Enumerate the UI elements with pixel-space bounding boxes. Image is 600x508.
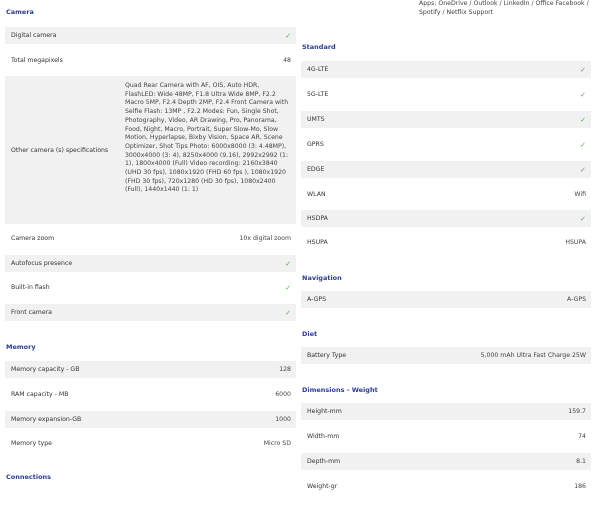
navigation-section-title: Navigation [302,274,342,282]
spec-row-wlan [301,186,591,203]
spec-value: Wifi [574,191,586,198]
spec-row-weight [301,478,591,495]
left-column [5,0,296,508]
spec-row-built-in-flash [5,279,296,296]
check-icon: ✓ [580,165,586,174]
dimensions-section-title: Dimensions - Weight [302,386,378,394]
spec-row-a-gps [301,291,591,308]
spec-row-memory-capacity [5,361,296,378]
spec-row-edge [301,161,591,178]
check-icon: ✓ [580,65,586,74]
spec-row-depth [301,453,591,470]
spec-row-width [301,428,591,445]
spec-row-other-camera-specs [5,76,296,224]
spec-label: Memory expansion-GB [11,416,82,423]
diet-section-title: Diet [302,330,318,338]
spec-value: 1000 [275,416,291,423]
spec-label: Weight-gr [307,483,338,490]
spec-row-gprs [301,136,591,153]
spec-label: Built-in flash [11,284,50,291]
spec-label: Memory type [11,440,52,447]
spec-value: HSUPA [565,239,586,246]
standard-section-title: Standard [302,43,336,51]
spec-row-ram-capacity [5,386,296,403]
spec-label: UMTS [307,116,325,123]
spec-label: Camera zoom [11,235,55,242]
check-icon: ✓ [580,140,586,149]
spec-value: 5,000 mAh Ultra Fast Charge 25W [480,352,586,359]
spec-label: Depth-mm [307,458,341,465]
spec-label: Width-mm [307,433,340,440]
spec-label: Front camera [11,309,52,316]
check-icon: ✓ [285,283,291,292]
spec-value: A-GPS [566,296,586,303]
spec-row-hsdpa [301,210,591,227]
spec-value: 48 [283,57,291,64]
spec-label: GPRS [307,141,324,148]
check-icon: ✓ [580,115,586,124]
spec-row-umts [301,111,591,128]
spec-label: Battery Type [307,352,347,359]
spec-label: 5G-LTE [307,91,329,98]
spec-value: 10x digital zoom [239,235,291,242]
spec-row-camera-zoom [5,230,296,247]
spec-value: 6000 [275,391,291,398]
spec-row-autofocus [5,255,296,272]
spec-value: 186 [574,483,586,490]
spec-label: Memory capacity - GB [11,366,80,373]
check-icon: ✓ [285,31,291,40]
spec-value: 8.1 [576,458,586,465]
spec-row-5g-lte [301,86,591,103]
memory-section-title: Memory [6,343,36,351]
spec-label: 4G-LTE [307,66,329,73]
spec-label: HSDPA [307,215,328,222]
spec-row-hsupa [301,234,591,251]
spec-label: Other camera (s) specifications [11,146,109,154]
spec-row-4g-lte [301,61,591,78]
right-column [301,0,591,508]
spec-value: 74 [578,433,586,440]
check-icon: ✓ [580,90,586,99]
spec-label: HSUPA [307,239,328,246]
check-icon: ✓ [580,214,586,223]
spec-label: Autofocus presence [11,260,73,267]
spec-value: Quad Rear Camera with AF, OIS, Auto HDR, FlashLED: Wide 48MP, F1.8 Ultra Wide 8MP, F2.2 Macro 5MP, F2.4 Depth 2MP, F2.4 Front Camera with Selfie Flash: 13MP , F2.2 Modes: Fun, Single Shot, Photography, Video, AR Drawing, Pro, Panorama, Food, Night, Macro, Portrait, Super Slow-Mo, Slow Motion, Hyperlapse, Bixby Vision, Space AR, Scene Optimizer, Shot Tips Photo: 6000x8000 (3: 4.48MP), 3000x4000 (3: 4), 8250x4000 (9.16), 2992x2992 (1: 1), 1800x4000 (Full) Video recording: 2160x3840 (UHD 30 fps), 1080x1920 (FHD 60 fps ), 1080x1920 (FHD 30 fps), 720x1280 (HD 30 fps), 1080x2400 (Full), 1440x1440 (1: 1) [125,82,289,194]
spec-value: 128 [279,366,291,373]
spec-label: WLAN [307,191,326,198]
spec-label: RAM capacity - MB [11,391,69,398]
connections-section-title: Connections [6,473,52,481]
check-icon: ✓ [285,308,291,317]
spec-value: 159.7 [568,408,586,415]
spec-row-battery-type [301,347,591,364]
spec-label: A-GPS [307,296,327,303]
spec-label: EDGE [307,166,325,173]
spec-row-digital-camera [5,27,296,44]
spec-row-front-camera [5,304,296,321]
spec-row-total-megapixels [5,52,296,69]
spec-row-height [301,403,591,420]
spec-row-memory-expansion [5,411,296,428]
spec-row-memory-type [5,435,296,452]
software-apps-text: Apps: OneDrive / Outlook / LinkedIn / Office Facebook / Spotify / Netflix Support [419,0,589,16]
check-icon: ✓ [285,259,291,268]
spec-label: Height-mm [307,408,342,415]
spec-label: Digital camera [11,32,57,39]
spec-label: Total megapixels [11,57,63,64]
camera-section-title: Camera [6,8,34,16]
spec-value: Micro SD [263,440,291,447]
